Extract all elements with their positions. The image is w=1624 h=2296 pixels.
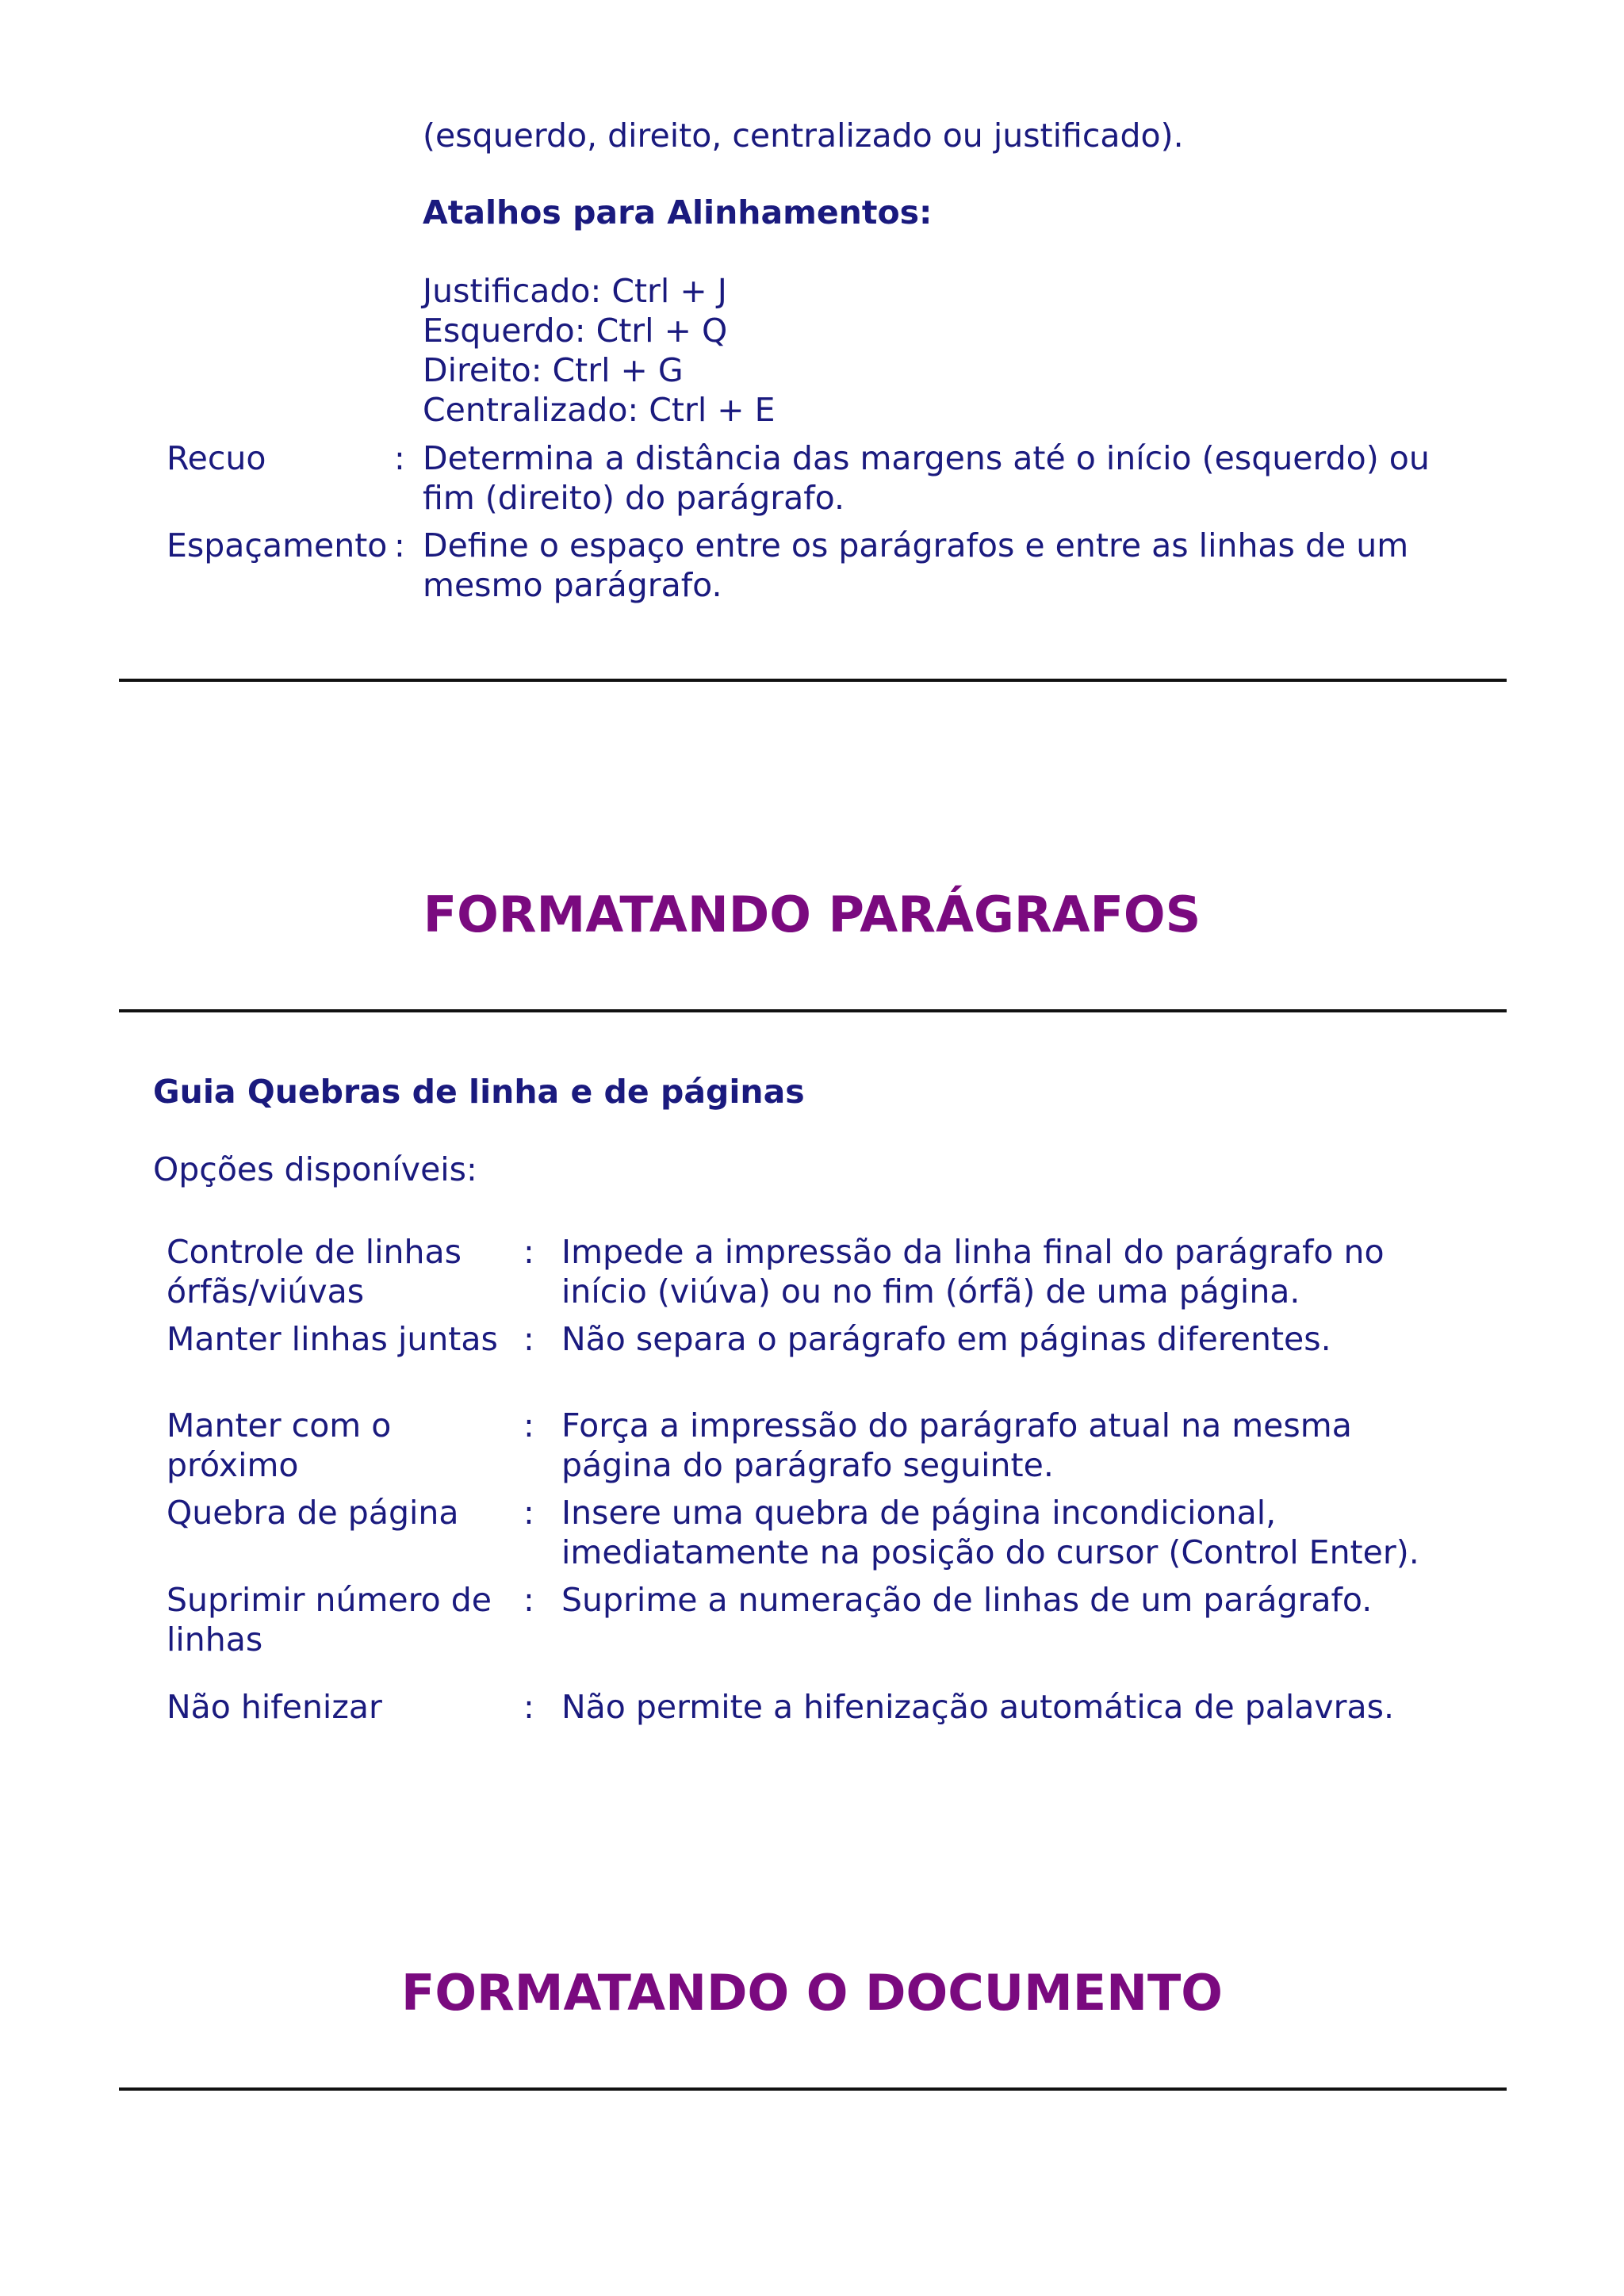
definition-term-recuo: Recuo	[167, 439, 266, 477]
alignment-text: (esquerdo, direito, centralizado ou justificado).	[423, 117, 1184, 155]
option-colon: :	[523, 1320, 534, 1358]
option-term-line: Quebra de página	[167, 1494, 459, 1532]
option-desc-line: Impede a impressão da linha final do parágrafo no	[561, 1233, 1385, 1271]
option-colon: :	[523, 1581, 534, 1619]
divider-line	[119, 679, 1507, 682]
definition-desc-line: mesmo parágrafo.	[423, 566, 722, 604]
definition-colon: :	[394, 439, 405, 477]
option-term-line: Manter linhas juntas	[167, 1320, 498, 1358]
shortcut-center: Centralizado: Ctrl + E	[423, 391, 776, 429]
divider-line	[119, 1009, 1507, 1012]
shortcuts-title: Atalhos para Alinhamentos:	[423, 193, 933, 232]
definition-colon: :	[394, 526, 405, 564]
section-subtitle: Guia Quebras de linha e de páginas	[153, 1073, 805, 1111]
option-desc-line: Força a impressão do parágrafo atual na mesma	[561, 1406, 1352, 1445]
definition-desc-line: Define o espaço entre os parágrafos e entre as linhas de um	[423, 526, 1409, 564]
option-term-line: Não hifenizar	[167, 1688, 382, 1726]
shortcut-left: Esquerdo: Ctrl + Q	[423, 312, 728, 350]
options-intro: Opções disponíveis:	[153, 1150, 477, 1188]
option-desc-line: Suprime a numeração de linhas de um parágrafo.	[561, 1581, 1373, 1619]
option-desc-line: imediatamente na posição do cursor (Control Enter).	[561, 1533, 1419, 1571]
option-desc-line: página do parágrafo seguinte.	[561, 1446, 1054, 1484]
section-heading-paragraphs: FORMATANDO PARÁGRAFOS	[423, 886, 1201, 943]
definition-desc-line: fim (direito) do parágrafo.	[423, 479, 845, 517]
option-colon: :	[523, 1406, 534, 1445]
definition-term-espacamento: Espaçamento	[167, 526, 388, 564]
option-colon: :	[523, 1494, 534, 1532]
option-desc-line: início (viúva) ou no fim (órfã) de uma página.	[561, 1272, 1300, 1311]
option-desc-line: Insere uma quebra de página incondicional,	[561, 1494, 1277, 1532]
section-heading-document: FORMATANDO O DOCUMENTO	[400, 1964, 1224, 2022]
shortcut-right: Direito: Ctrl + G	[423, 351, 684, 389]
option-colon: :	[523, 1688, 534, 1726]
option-term-line: Controle de linhas	[167, 1233, 462, 1271]
option-term-line: Suprimir número de	[167, 1581, 492, 1619]
option-desc-line: Não separa o parágrafo em páginas diferentes.	[561, 1320, 1331, 1358]
divider-line	[119, 2087, 1507, 2091]
option-desc-line: Não permite a hifenização automática de palavras.	[561, 1688, 1395, 1726]
option-colon: :	[523, 1233, 534, 1271]
option-term-line: próximo	[167, 1446, 299, 1484]
option-term-line: Manter com o	[167, 1406, 392, 1445]
option-term-line: linhas	[167, 1621, 263, 1659]
option-term-line: órfãs/viúvas	[167, 1272, 365, 1311]
shortcut-justify: Justificado: Ctrl + J	[423, 272, 727, 310]
definition-desc-line: Determina a distância das margens até o início (esquerdo) ou	[423, 439, 1430, 477]
